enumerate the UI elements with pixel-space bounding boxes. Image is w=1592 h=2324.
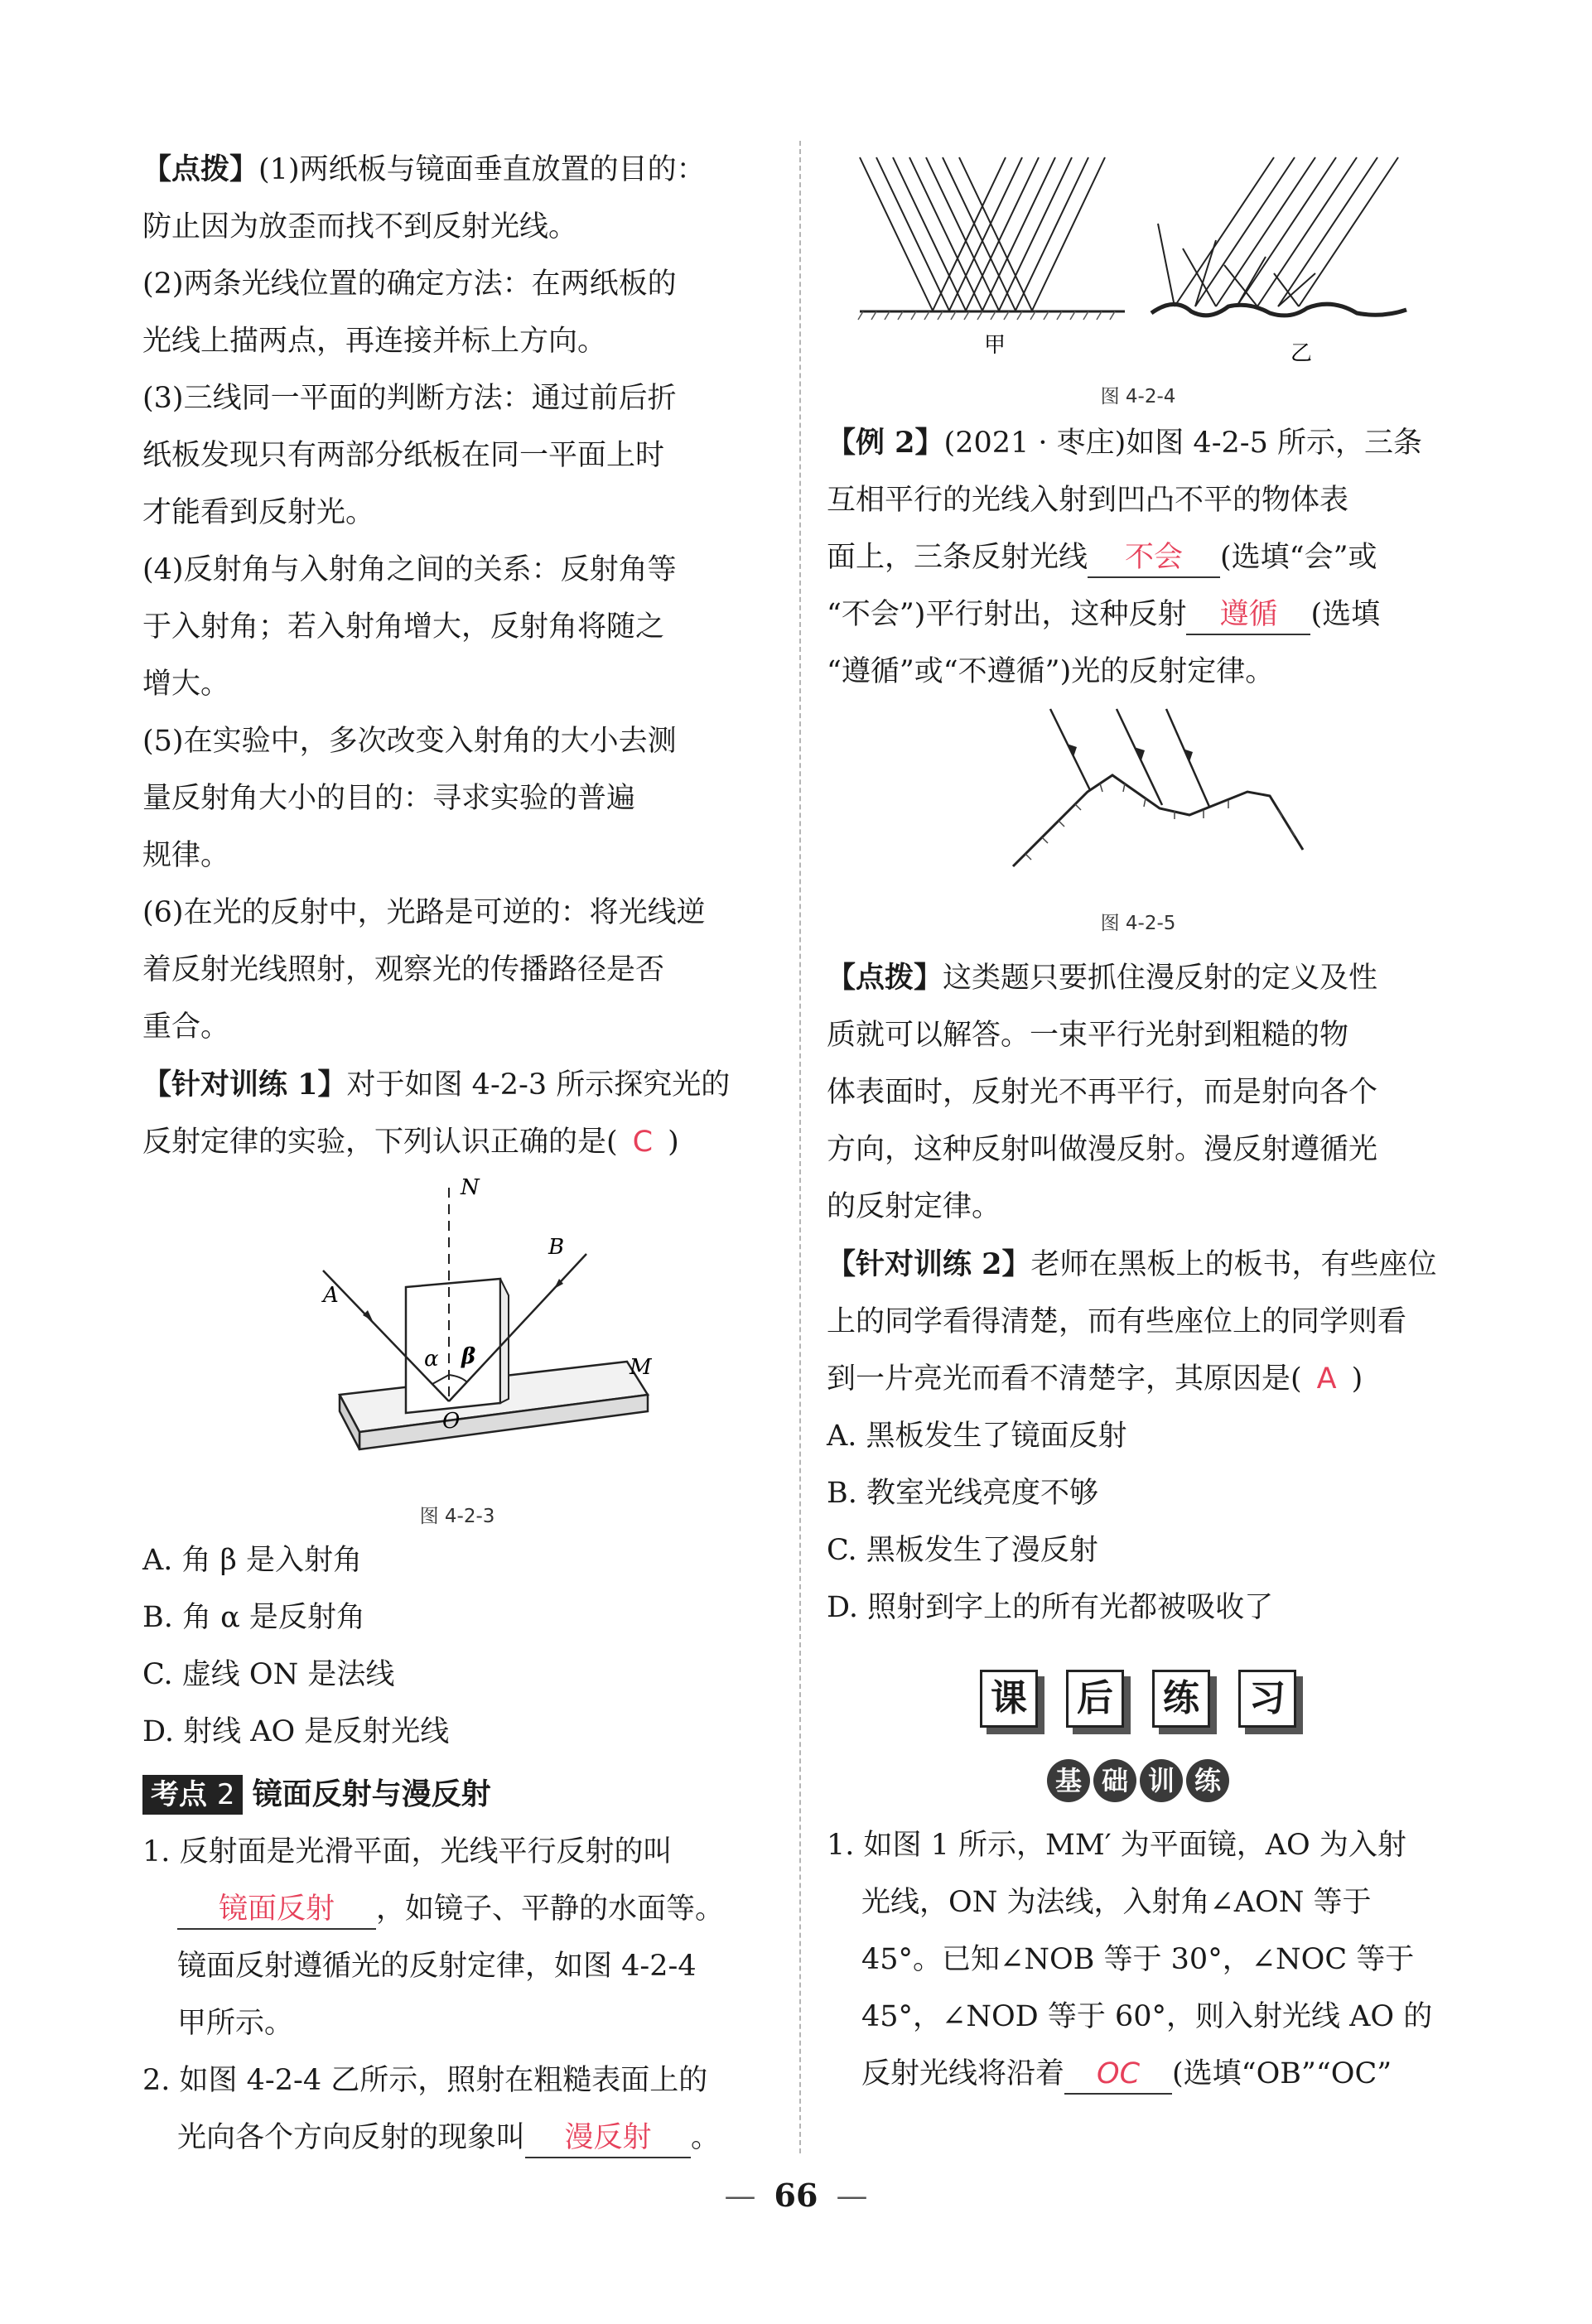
example2-answer-1: 不会 — [1088, 538, 1220, 578]
figure-caption: 图 4-2-3 — [419, 1506, 495, 1527]
topic-heading — [142, 1766, 772, 1824]
hw1-line: 反射光线将沿着 OC (选填“OB”“OC” — [827, 2046, 1450, 2103]
specular-diffuse-diagram — [827, 149, 1450, 364]
label-alpha: α — [424, 1347, 439, 1372]
tip-line: (2)两条光线位置的确定方法：在两纸板的 — [142, 268, 677, 301]
tip2-line: 方向，这种反射叫做漫反射。漫反射遵循光 — [827, 1133, 1378, 1166]
tip-line: 光线上描两点，再连接并标上方向。 — [142, 325, 607, 358]
q1-answer: 镜面反射 — [177, 1890, 376, 1930]
tip-line: (4)反射角与入射角之间的关系：反射角等 — [142, 553, 677, 586]
train2-answer: A — [1316, 1362, 1337, 1396]
label-o: O — [442, 1409, 461, 1434]
hw1-line: 45°。已知∠NOB 等于 30°，∠NOC 等于 — [861, 1943, 1415, 1976]
label-a: A — [323, 1283, 339, 1308]
option: D. 射线 AO 是反射光线 — [142, 1715, 450, 1748]
tip2-line: 的反射定律。 — [827, 1190, 1001, 1223]
train1-line: 【针对训练 1】对于如图 4-2-3 所示探究光的 — [142, 1068, 731, 1102]
tip-line: 着反射光线照射，观察光的传播路径是否 — [142, 953, 665, 986]
q1-line: 甲所示。 — [177, 2007, 294, 2040]
label-n: N — [461, 1175, 480, 1200]
page-number: 66 — [774, 2177, 818, 2214]
option: D. 照射到字上的所有光都被吸收了 — [827, 1591, 1274, 1624]
hw1-line: 1. 如图 1 所示，MM′ 为平面镜，AO 为入射 — [827, 1829, 1406, 1862]
tip2-line: 体表面时，反射光不再平行，而是射向各个 — [827, 1076, 1378, 1109]
reflection-experiment-diagram — [142, 1171, 772, 1502]
train1-answer: C — [632, 1126, 654, 1159]
subsection-title-basic-training: 基 础 训 练 — [827, 1759, 1450, 1802]
figure-4-2-3 — [142, 1171, 772, 1527]
tip-tag: 【点拨】 — [142, 152, 259, 186]
rough-surface-diagram — [827, 701, 1450, 908]
tip-line: 纸板发现只有两部分纸板在同一平面上时 — [142, 439, 665, 472]
tip-line: (5)在实验中，多次改变入射角的大小去测 — [142, 725, 677, 758]
example2-line: 互相平行的光线入射到凹凸不平的物体表 — [827, 484, 1349, 517]
label-m: M — [630, 1355, 652, 1380]
example2-line: 【例 2】(2021 · 枣庄)如图 4-2-5 所示，三条 — [827, 426, 1423, 460]
column-divider — [799, 141, 801, 2153]
option: C. 黑板发生了漫反射 — [827, 1534, 1098, 1567]
tip-line: (3)三线同一平面的判断方法：通过前后折 — [142, 382, 677, 415]
topic-badge: 考点 2 — [142, 1775, 243, 1815]
label-b: B — [548, 1235, 565, 1260]
q1-line: 镜面反射遵循光的反射定律，如图 4-2-4 — [177, 1950, 697, 1983]
figure-4-2-5 — [827, 701, 1450, 949]
example2-tag: 【例 2】 — [827, 426, 944, 460]
figure-caption: 图 4-2-4 — [1100, 386, 1176, 407]
hw1-answer: OC — [1064, 2055, 1172, 2095]
tip-line: 量反射角大小的目的：寻求实验的普遍 — [142, 782, 636, 815]
tip-line: 增大。 — [142, 668, 230, 701]
hw1-line: 光线，ON 为法线，入射角∠AON 等于 — [861, 1886, 1372, 1919]
tip-line: 重合。 — [142, 1010, 230, 1044]
figure-4-2-4 — [827, 149, 1450, 414]
train2-line: 上的同学看得清楚，而有些座位上的同学则看 — [827, 1305, 1407, 1338]
tip-line: 于入射角；若入射角增大，反射角将随之 — [142, 610, 665, 644]
q1-line: 镜面反射 ，如镜子、平静的水面等。 — [142, 1881, 772, 1938]
label-yi: 乙 — [1290, 341, 1313, 364]
train1-line: 反射定律的实验，下列认识正确的是( C ) — [142, 1126, 679, 1159]
tip-line: 【点拨】(1)两纸板与镜面垂直放置的目的： — [142, 152, 706, 186]
left-column — [142, 141, 772, 2167]
page-number-footer: — 66 — — [724, 2177, 868, 2214]
tip2-line: 【点拨】这类题只要抓住漫反射的定义及性 — [827, 961, 1378, 995]
example2-line: 面上，三条反射光线 不会 (选填“会”或 — [827, 529, 1450, 586]
option: A. 黑板发生了镜面反射 — [827, 1420, 1127, 1453]
q2-answer: 漫反射 — [525, 2119, 691, 2158]
q1-line: 1. 反射面是光滑平面，光线平行反射的叫 — [142, 1835, 673, 1868]
tip-line: 规律。 — [142, 839, 230, 872]
train2-tag: 【针对训练 2】 — [827, 1247, 1031, 1281]
hw1-line: 45°，∠NOD 等于 60°，则入射光线 AO 的 — [861, 2000, 1433, 2033]
tip-line: (6)在光的反射中，光路是可逆的：将光线逆 — [142, 896, 706, 929]
topic-title: 镜面反射与漫反射 — [252, 1777, 491, 1811]
right-column — [827, 149, 1450, 2103]
train2-line: 到一片亮光而看不清楚字，其原因是( A ) — [827, 1362, 1363, 1396]
option: C. 虚线 ON 是法线 — [142, 1658, 395, 1691]
figure-caption: 图 4-2-5 — [1100, 913, 1176, 934]
q2-line: 2. 如图 4-2-4 乙所示，照射在粗糙表面上的 — [142, 2064, 708, 2097]
train2-line: 【针对训练 2】老师在黑板上的板书，有些座位 — [827, 1247, 1437, 1281]
example2-line: “遵循”或“不遵循”)光的反射定律。 — [827, 655, 1275, 688]
option: B. 角 α 是反射角 — [142, 1601, 365, 1634]
label-beta: β — [461, 1344, 476, 1369]
train1-tag: 【针对训练 1】 — [142, 1068, 347, 1102]
example2-answer-2: 遵循 — [1186, 595, 1310, 635]
tip2-tag: 【点拨】 — [827, 961, 943, 995]
option: B. 教室光线亮度不够 — [827, 1477, 1098, 1510]
q2-line: 光向各个方向反射的现象叫 漫反射 。 — [142, 2109, 772, 2167]
tip2-line: 质就可以解答。一束平行光射到粗糙的物 — [827, 1019, 1349, 1052]
label-jia: 甲 — [984, 333, 1006, 358]
option: A. 角 β 是入射角 — [142, 1544, 363, 1577]
section-title-after-class: 课 后 练 习 — [827, 1670, 1450, 1728]
tip-line: 防止因为放歪而找不到反射光线。 — [142, 210, 578, 243]
tip-line: 才能看到反射光。 — [142, 496, 375, 529]
example2-line: “不会”)平行射出，这种反射 遵循 (选填 — [827, 586, 1450, 644]
